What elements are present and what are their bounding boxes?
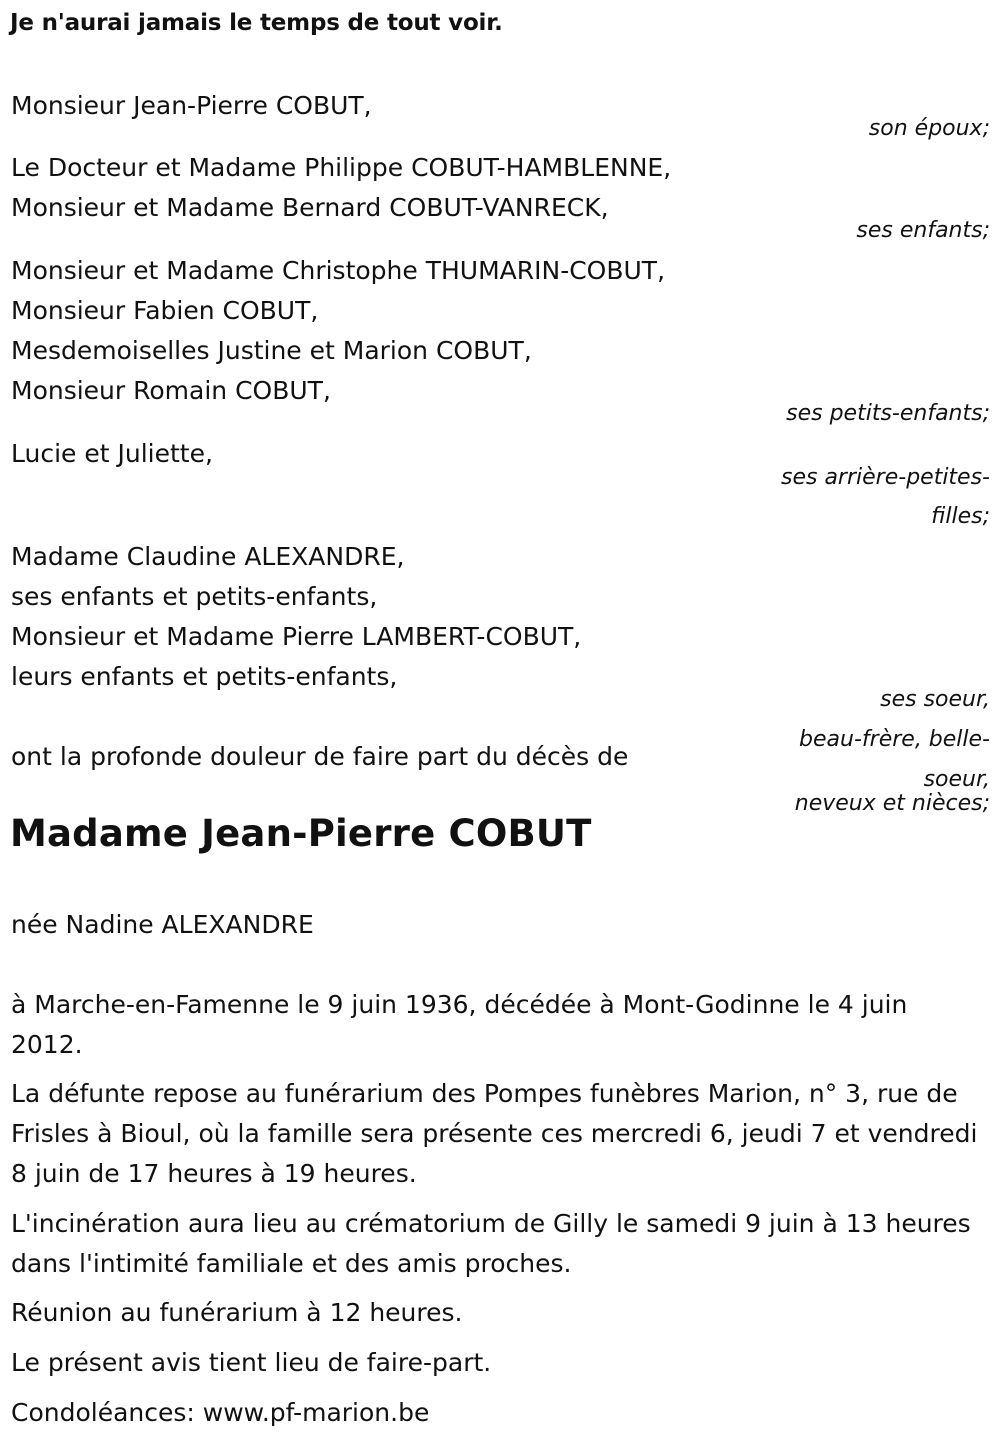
sibling-line: Madame Claudine ALEXANDRE,	[11, 542, 405, 571]
siblings-role: beau-frère, belle-	[799, 727, 990, 752]
grandchildren-role: ses petits-enfants;	[786, 401, 990, 426]
siblings-role: ses soeur,	[880, 687, 990, 712]
announcement-line: ont la profonde douleur de faire part du décès de	[11, 742, 629, 771]
grandchild-line: Monsieur Fabien COBUT,	[11, 296, 319, 325]
child-line: Monsieur et Madame Bernard COBUT-VANRECK,	[11, 193, 609, 222]
sibling-line: leurs enfants et petits-enfants,	[11, 662, 398, 691]
grandchild-line: Mesdemoiselles Justine et Marion COBUT,	[11, 336, 532, 365]
maiden-name: née Nadine ALEXANDRE	[11, 910, 314, 939]
grandchild-line: Monsieur et Madame Christophe THUMARIN-COBUT,	[11, 256, 666, 285]
grandchild-line: Monsieur Romain COBUT,	[11, 376, 331, 405]
siblings-role: neveux et nièces;	[794, 791, 990, 816]
siblings-role: soeur,	[923, 767, 990, 792]
great-grandchildren-role: ses arrière-petites-	[781, 465, 990, 490]
children-role: ses enfants;	[856, 218, 990, 243]
motto-heading: Je n'aurai jamais le temps de tout voir.	[10, 10, 503, 36]
great-grandchildren-role: filles;	[931, 504, 990, 529]
reunion-paragraph: Réunion au funérarium à 12 heures.	[11, 1298, 463, 1327]
sibling-line: Monsieur et Madame Pierre LAMBERT-COBUT,	[11, 622, 582, 651]
spouse-role: son époux;	[868, 116, 990, 141]
notice-paragraph: Le présent avis tient lieu de faire-part.	[11, 1348, 492, 1377]
cremation-paragraph: L'incinération aura lieu au crématorium de Gilly le samedi 9 juin à 13 heures dans l'intimité familiale et des amis proches.	[11, 1209, 971, 1278]
condolences-paragraph: Condoléances: www.pf-marion.be	[11, 1398, 430, 1427]
birth-death-paragraph: à Marche-en-Famenne le 9 juin 1936, décédée à Mont-Godinne le 4 juin 2012.	[11, 990, 908, 1059]
repose-paragraph: La défunte repose au funérarium des Pompes funèbres Marion, n° 3, rue de Frisles à Bioul, où la famille sera présente ces mercredi 6, jeudi 7 et vendredi 8 juin de 17 heures à 19 heures.	[11, 1079, 978, 1188]
child-line: Le Docteur et Madame Philippe COBUT-HAMBLENNE,	[11, 153, 672, 182]
spouse-line: Monsieur Jean-Pierre COBUT,	[11, 91, 372, 120]
deceased-name: Madame Jean-Pierre COBUT	[10, 812, 592, 855]
great-grandchildren-line: Lucie et Juliette,	[11, 439, 213, 468]
sibling-line: ses enfants et petits-enfants,	[11, 582, 378, 611]
